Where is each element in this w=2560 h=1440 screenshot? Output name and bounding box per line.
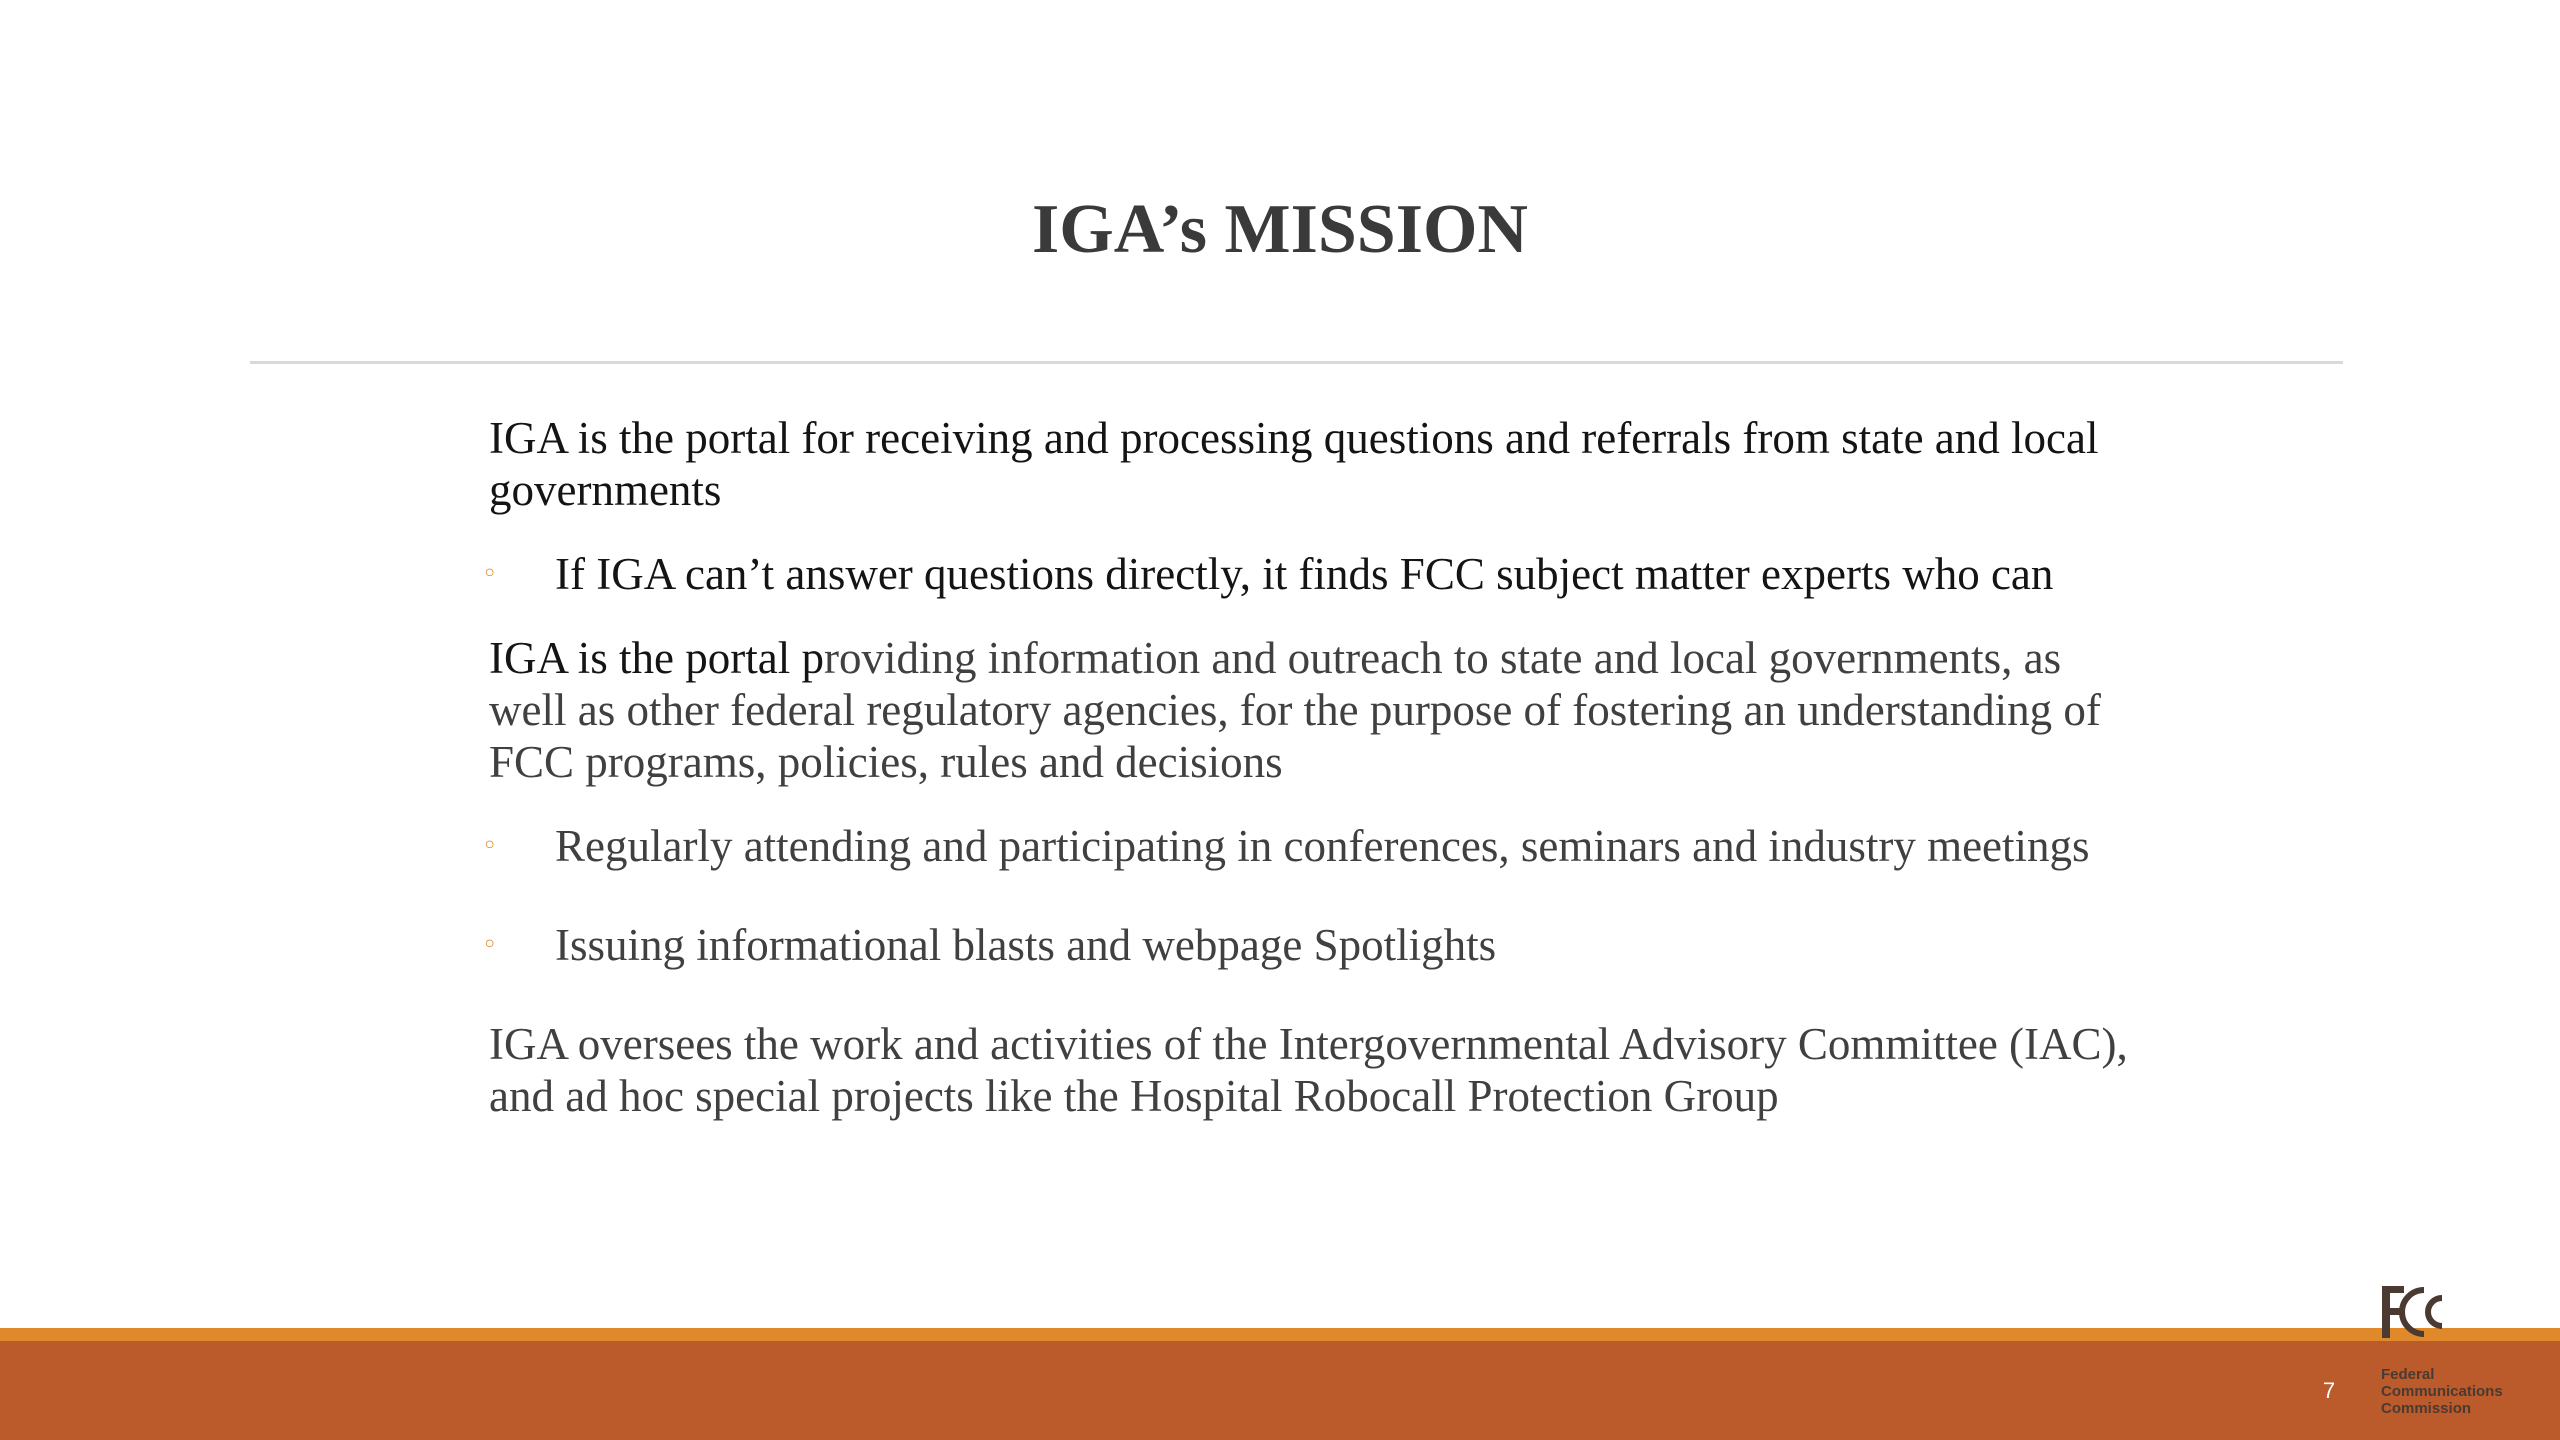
footer-bar bbox=[0, 1341, 2560, 1440]
paragraph-outreach-rest: roviding information and outreach to state and local governments, as well as other federal regulatory agencies, for the purpose of fostering an understanding of FCC programs, policies, rules and decisions bbox=[489, 633, 2101, 787]
page-number: 7 bbox=[2322, 1378, 2336, 1403]
paragraph-outreach-lead: IGA is the portal p bbox=[489, 633, 824, 683]
footer-accent-stripe bbox=[0, 1328, 2560, 1341]
bullet-text: Regularly attending and participating in conferences, seminars and industry meetings bbox=[555, 821, 2090, 871]
logo-line-communications: Communications bbox=[2381, 1383, 2503, 1400]
title-divider bbox=[250, 361, 2343, 364]
bullet-subject-experts bbox=[482, 548, 2129, 600]
logo-line-commission: Commission bbox=[2381, 1400, 2472, 1417]
bullet-marker-icon: ◦ bbox=[482, 559, 498, 589]
slide-title: IGA’s MISSION bbox=[1032, 191, 1528, 268]
bullet-conferences bbox=[482, 820, 2129, 872]
bullet-marker-icon: ◦ bbox=[482, 930, 498, 960]
paragraph-portal: IGA is the portal for receiving and processing questions and referrals from state and local governments bbox=[489, 413, 2099, 515]
bullet-text: Issuing informational blasts and webpage Spotlights bbox=[555, 920, 1497, 970]
fcc-logo-icon bbox=[2378, 1282, 2448, 1342]
bullet-marker-icon: ◦ bbox=[482, 831, 498, 861]
logo-line-federal: Federal bbox=[2381, 1366, 2435, 1383]
paragraph-iac: IGA oversees the work and activities of the Intergovernmental Advisory Committee (IAC), and ad hoc special projects like the Hospital Robocall Protection Group bbox=[489, 1019, 2128, 1121]
bullet-text: If IGA can’t answer questions directly, it finds FCC subject matter experts who can bbox=[555, 549, 2054, 599]
fcc-logo-text bbox=[2381, 1366, 2551, 1417]
paragraph-outreach bbox=[489, 632, 2129, 788]
slide-body bbox=[482, 412, 2129, 1122]
bullet-blasts bbox=[482, 919, 2129, 971]
